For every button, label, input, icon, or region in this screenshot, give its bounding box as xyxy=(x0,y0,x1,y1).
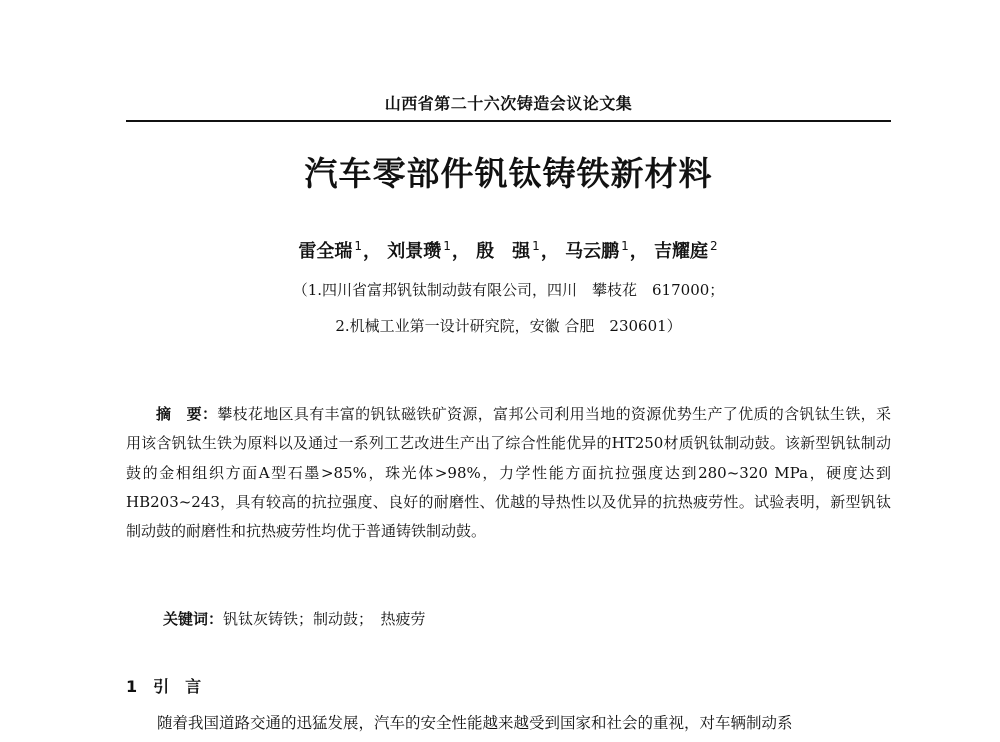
paper-title: 汽车零部件钒钛铸铁新材料 xyxy=(304,154,713,193)
abstract xyxy=(126,400,891,546)
section-title: 引 言 xyxy=(153,677,202,696)
author-affil-mark: 1 xyxy=(354,239,362,253)
author-name: 雷全瑞 xyxy=(298,241,353,262)
author-affil-mark: 1 xyxy=(443,239,451,253)
body-paragraph: 随着我国道路交通的迅猛发展，汽车的安全性能越来越受到国家和社会的重视，对车辆制动系 xyxy=(157,714,793,732)
author-list xyxy=(126,232,891,266)
section-heading-introduction xyxy=(126,676,201,698)
author-name: 吉耀庭 xyxy=(654,241,709,262)
author-name: 刘景瓒 xyxy=(387,241,442,262)
author-separator: ， xyxy=(451,241,470,262)
author-name: 马云鹏 xyxy=(565,241,620,262)
keywords xyxy=(163,608,426,630)
author-affil-mark: 2 xyxy=(710,239,718,253)
abstract-label: 摘 要： xyxy=(156,405,218,423)
author-affil-mark: 1 xyxy=(621,239,629,253)
author-name: 殷 强 xyxy=(476,241,531,262)
author-separator: ， xyxy=(362,241,381,262)
author-separator: ， xyxy=(540,241,559,262)
header-rule xyxy=(126,120,891,122)
running-header: 山西省第二十六次铸造会议论文集 xyxy=(384,94,633,113)
affiliation-line-1: （1.四川省富邦钒钛制动鼓有限公司，四川 攀枝花 617000； xyxy=(292,281,725,299)
keywords-label: 关键词： xyxy=(163,610,224,628)
affiliation-line-2: 2.机械工业第一设计研究院，安徽 合肥 230601） xyxy=(335,317,682,335)
author-separator: ， xyxy=(629,241,648,262)
keywords-text: 钒钛灰铸铁；制动鼓； 热疲劳 xyxy=(223,610,426,628)
abstract-text: 攀枝花地区具有丰富的钒钛磁铁矿资源，富邦公司利用当地的资源优势生产了优质的含钒钛生铁，采用该含钒钛生铁为原料以及通过一系列工艺改进生产出了综合性能优异的HT250材质钒钛制动鼓。该新型钒钛制动鼓的金相组织方面A型石墨>85%，珠光体>98%，力学性能方面抗拉强度达到280~320 MPa，硬度达到HB203~243，具有较高的抗拉强度、良好的耐磨性、优越的导热性以及优异的抗热疲劳性。试验表明，新型钒钛制动鼓的耐磨性和抗热疲劳性均优于普通铸铁制动鼓。 xyxy=(126,405,891,541)
section-number: 1 xyxy=(126,677,138,696)
author-affil-mark: 1 xyxy=(532,239,540,253)
